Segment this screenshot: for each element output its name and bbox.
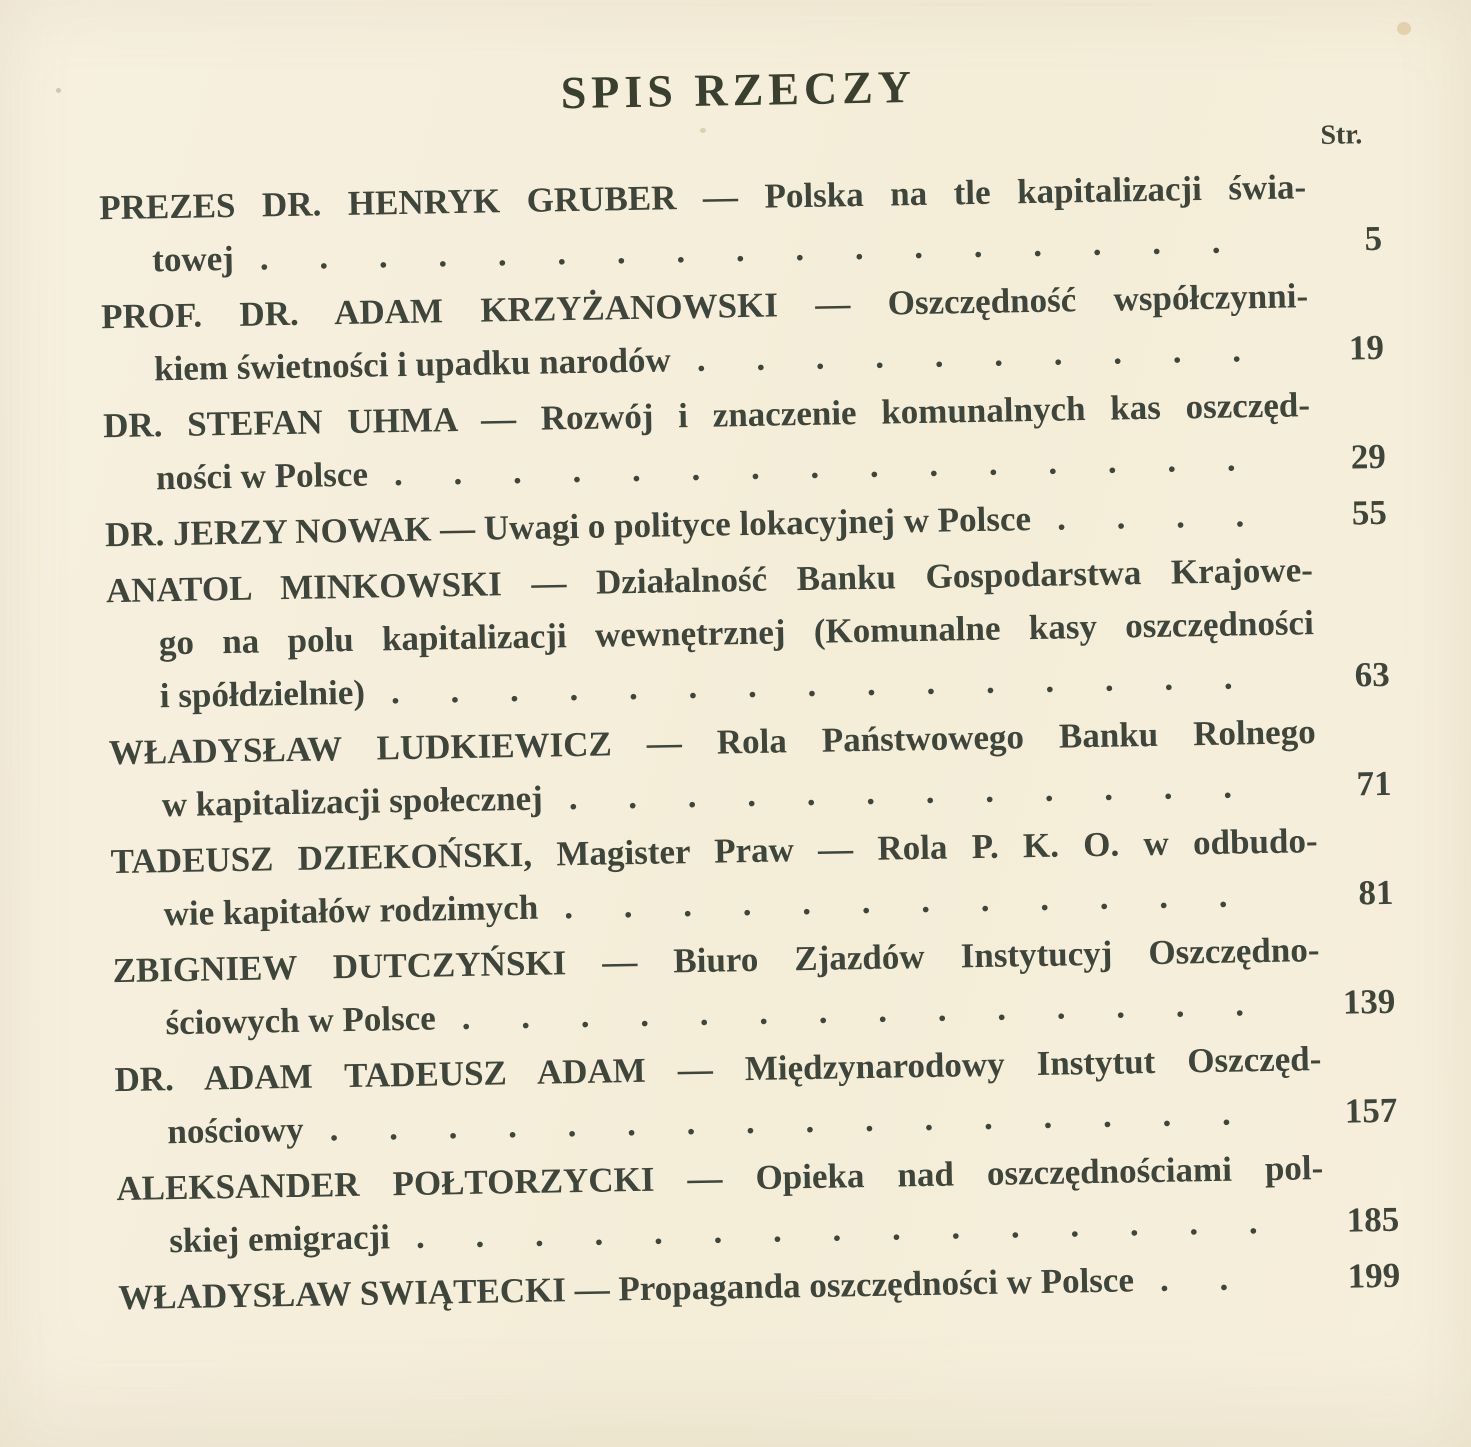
toc-entry-text: towej — [151, 238, 235, 280]
toc-entry-line: go na polu kapitalizacji wewnętrznej (Komunalne kasy oszczędności — [158, 603, 1315, 663]
dot-leader: . . . . . . . . . . . . . . . — [390, 657, 1233, 712]
toc-entry-line: ANATOL MINKOWSKI — Działalność Banku Gospodarstwa Krajowe- — [105, 550, 1314, 611]
page-title: SPIS RZECZY — [560, 60, 917, 119]
toc-page-number: 157 — [1344, 1090, 1398, 1131]
toc-page-number: 63 — [1354, 654, 1390, 695]
dot-leader: . . . . . . . . . . — [696, 330, 1242, 379]
toc-entry-line: DR. STEFAN UHMA — Rozwój i znaczenie komunalnych kas oszczęd- — [102, 385, 1311, 446]
toc-entry-text: i spółdzielnie) — [159, 672, 366, 716]
toc-entry-text: skiej emigracji — [169, 1217, 391, 1261]
toc-entry-line: PREZES DR. HENRYK GRUBER — Polska na tle kapitalizacji świa- — [98, 167, 1307, 228]
toc-entry — [103, 377, 1387, 505]
dot-leader: . . . . . . . . . . . . . . — [461, 984, 1245, 1038]
toc-entry — [106, 542, 1391, 723]
toc-page-number: 81 — [1358, 872, 1394, 913]
toc-entry-text: wie kapitałów rodzimych — [163, 887, 539, 934]
toc-entry-line: PROF. DR. ADAM KRZYŻANOWSKI — Oszczędność współczynni- — [100, 276, 1309, 337]
paper-speck — [56, 88, 61, 93]
toc-entry — [99, 159, 1383, 287]
toc-entry-line: TADEUSZ DZIEKOŃSKI, Magister Praw — Rola P. K. O. w odbudo- — [110, 821, 1318, 882]
toc-entry — [108, 704, 1392, 832]
toc-list — [99, 159, 1401, 1324]
dot-leader: . . . . . . . . . . . . — [568, 766, 1233, 818]
toc-entry-text: w kapitalizacji społecznej — [161, 778, 544, 825]
toc-entry-text: DR. JERZY NOWAK — Uwagi o polityce lokacyjnej w Polsce — [104, 499, 1032, 555]
toc-page-number: 19 — [1348, 327, 1385, 368]
toc-entry — [112, 922, 1396, 1050]
toc-entry-text: ności w Polsce — [155, 454, 369, 498]
toc-page-number: 71 — [1356, 763, 1392, 804]
toc-entry-line: ALEKSANDER POŁTORZYCKI — Opieka nad oszczędnościami pol- — [116, 1148, 1324, 1209]
paper-speck — [1397, 22, 1411, 35]
page-number-column-header: Str. — [1320, 119, 1363, 151]
dot-leader: . . . . . . . . . . . . . . . . . — [259, 221, 1221, 278]
toc-entry-text: kiem świetności i upadku narodów — [153, 340, 672, 389]
toc-entry — [114, 1031, 1398, 1159]
toc-page-number: 199 — [1347, 1255, 1401, 1296]
toc-page-number: 185 — [1346, 1199, 1400, 1240]
toc-entry-text: WŁADYSŁAW SWIĄTECKI — Propaganda oszczędności w Polsce — [117, 1260, 1135, 1318]
dot-leader: . . . . . . . . . . . . — [563, 875, 1228, 927]
dot-leader: . . . . — [1056, 495, 1245, 538]
dot-leader: . . — [1159, 1258, 1229, 1299]
toc-page-number: 55 — [1351, 492, 1388, 533]
toc-entry-line: DR. ADAM TADEUSZ ADAM — Międzynarodowy Instytut Oszczęd- — [114, 1039, 1322, 1100]
toc-page-number: 5 — [1364, 218, 1383, 259]
toc-entry-text: nościowy — [167, 1109, 304, 1152]
toc-content — [96, 0, 1401, 1327]
toc-page-number: 139 — [1342, 981, 1396, 1022]
toc-entry — [110, 813, 1394, 941]
dot-leader: . . . . . . . . . . . . . . . . — [329, 1093, 1231, 1149]
toc-entry-text: ściowych w Polsce — [165, 998, 437, 1043]
dot-leader: . . . . . . . . . . . . . . . — [393, 439, 1236, 494]
toc-entry — [116, 1140, 1400, 1268]
toc-entry-line: WŁADYSŁAW LUDKIEWICZ — Rola Państwowego Banku Rolnego — [108, 712, 1316, 773]
toc-page-number: 29 — [1350, 436, 1387, 477]
toc-entry-line: ZBIGNIEW DUTCZYŃSKI — Biuro Zjazdów Instytucyj Oszczędno- — [112, 930, 1320, 991]
dot-leader: . . . . . . . . . . . . . . . — [415, 1202, 1258, 1256]
toc-entry — [101, 268, 1385, 396]
